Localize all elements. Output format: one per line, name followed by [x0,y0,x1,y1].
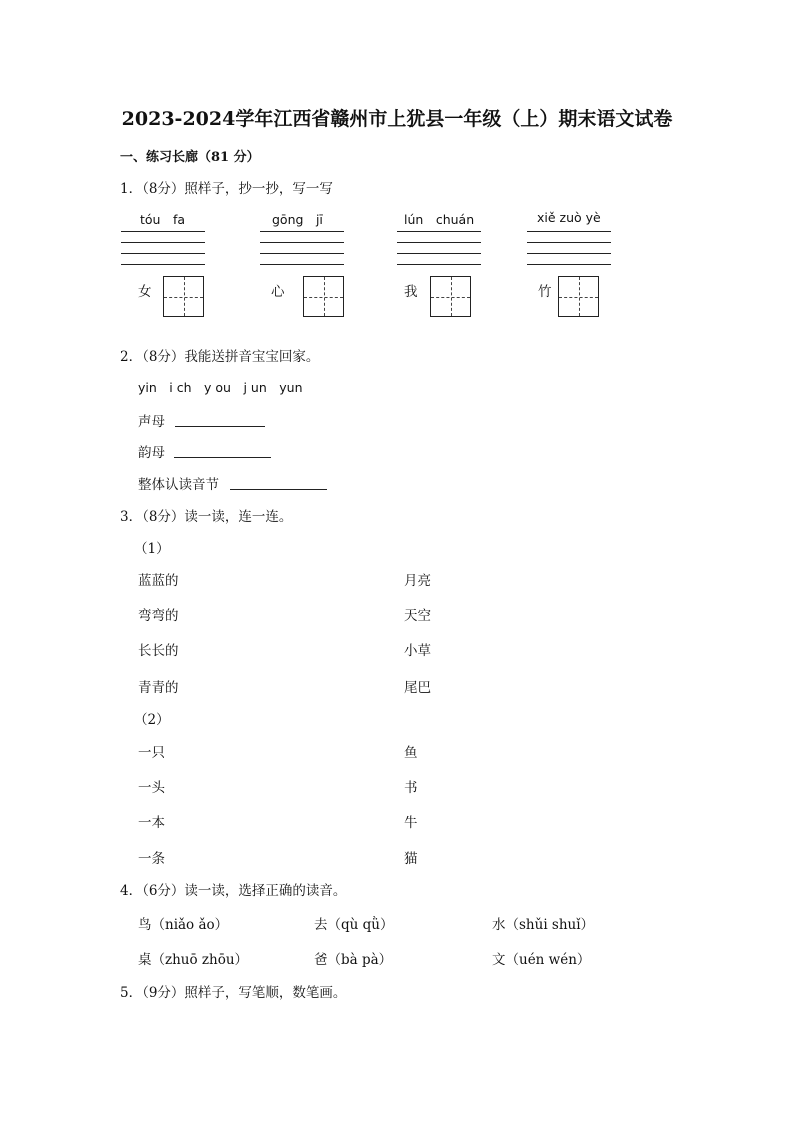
choice-row1-1[interactable]: 鸟（niǎo ǎo） [138,917,229,933]
question-4-stem: 4．（6分）读一读，选择正确的读音。 [120,883,347,899]
choice-row2-3[interactable]: 文（uén wén） [492,952,591,968]
pinyin-letters: yin i ch y ou j un yun [138,380,303,395]
match2-right-4[interactable]: 猫 [404,851,418,867]
match2-left-1[interactable]: 一只 [138,745,165,761]
match2-right-2[interactable]: 书 [404,780,418,796]
char-4: 竹 [538,284,552,300]
match-right-4[interactable]: 尾巴 [404,680,431,696]
row-label-whole-syllables: 整体认读音节 [138,477,219,493]
match2-right-1[interactable]: 鱼 [404,745,418,761]
part-1-label: （1） [134,541,170,557]
match2-left-4[interactable]: 一条 [138,851,165,867]
writing-lines-3[interactable] [397,231,481,265]
question-3-stem: 3．（8分）读一读，连一连。 [120,509,293,525]
answer-blank-finals[interactable] [174,457,271,458]
question-2-stem: 2．（8分）我能送拼音宝宝回家。 [120,349,320,365]
tianzige-3[interactable] [430,276,471,317]
match-left-2[interactable]: 弯弯的 [138,608,179,624]
tianzige-2[interactable] [303,276,344,317]
match-right-1[interactable]: 月亮 [404,573,431,589]
choice-row1-3[interactable]: 水（shǔi shuǐ） [492,917,595,933]
choice-row1-2[interactable]: 去（qù qǜ） [314,917,394,933]
writing-lines-2[interactable] [260,231,344,265]
tianzige-1[interactable] [163,276,204,317]
pinyin-3: lún chuán [404,212,475,227]
match-left-1[interactable]: 蓝蓝的 [138,573,179,589]
answer-blank-initials[interactable] [175,426,265,427]
char-3: 我 [404,284,418,300]
choice-row2-2[interactable]: 爸（bà pà） [314,952,393,968]
row-label-finals: 韵母 [138,445,165,461]
answer-blank-whole-syllables[interactable] [230,489,327,490]
pinyin-2: gōng jī [272,212,323,227]
char-1: 女 [138,284,152,300]
pinyin-4: xiě zuò yè [537,210,601,225]
match-right-3[interactable]: 小草 [404,643,431,659]
question-1-stem: 1．（8分）照样子，抄一抄，写一写 [120,181,333,197]
page-title: 2023-2024学年江西省赣州市上犹县一年级（上）期末语文试卷 [121,108,673,130]
char-2: 心 [271,284,285,300]
match2-left-3[interactable]: 一本 [138,815,165,831]
tianzige-4[interactable] [558,276,599,317]
question-5-stem: 5．（9分）照样子，写笔顺，数笔画。 [120,985,347,1001]
match-left-3[interactable]: 长长的 [138,643,179,659]
match2-left-2[interactable]: 一头 [138,780,165,796]
section-heading: 一、练习长廊（81 分） [120,150,260,165]
match-left-4[interactable]: 青青的 [138,680,179,696]
writing-lines-4[interactable] [527,231,611,265]
match-right-2[interactable]: 天空 [404,608,431,624]
choice-row2-1[interactable]: 桌（zhuō zhōu） [138,952,249,968]
pinyin-1: tóu fa [140,212,186,227]
part-2-label: （2） [134,712,170,728]
row-label-initials: 声母 [138,414,165,430]
match2-right-3[interactable]: 牛 [404,815,418,831]
writing-lines-1[interactable] [121,231,205,265]
